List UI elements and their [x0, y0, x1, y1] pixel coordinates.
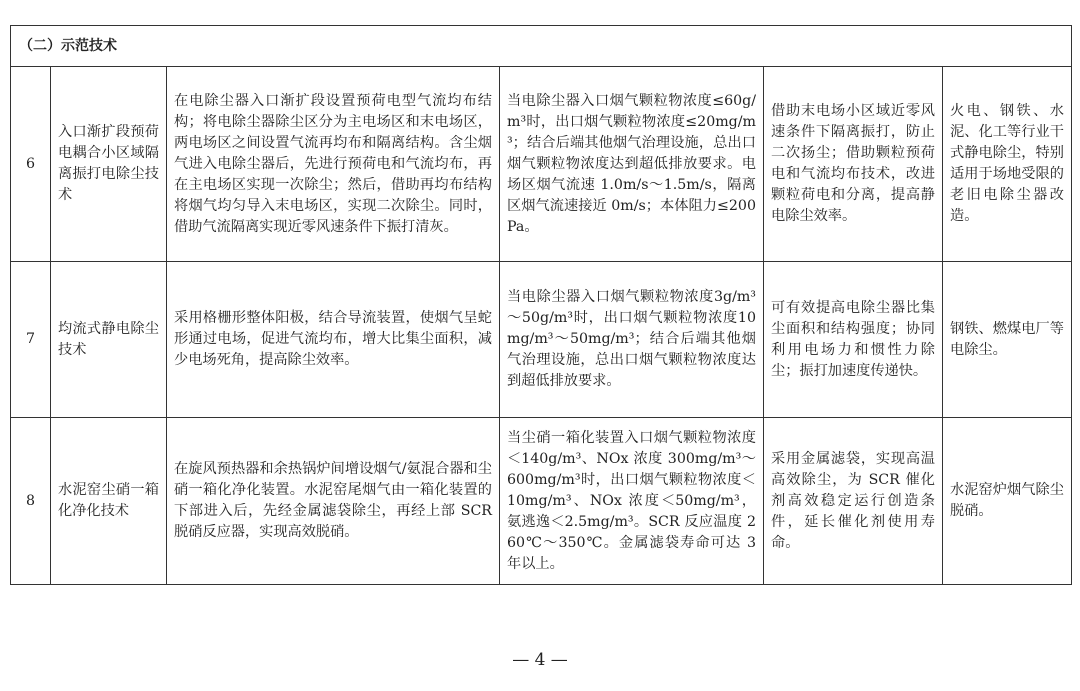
row-number: 6 [11, 67, 51, 262]
technical-indicators: 当尘硝一箱化装置入口烟气颗粒物浓度＜140g/m³、NOx 浓度 300mg/m³～600mg/m³时，出口烟气颗粒物浓度＜10mg/m³、NOx 浓度＜50mg/m³，氨逃逸＜2.5mg/m³。SCR 反应温度 260℃～350℃。金属滤袋寿命可达 3 年以上。 [500, 418, 764, 585]
technical-features: 借助末电场小区域近零风速条件下隔离振打，防止二次扬尘；借助颗粒预荷电和气流均布技术，改进颗粒荷电和分离，提高静电除尘效率。 [764, 67, 943, 262]
technical-features: 可有效提高电除尘器比集尘面积和结构强度；协同利用电场力和惯性力除尘；振打加速度传递快。 [764, 262, 943, 418]
section-header-row [11, 26, 1072, 67]
technology-name: 均流式静电除尘技术 [51, 262, 167, 418]
technology-description: 在电除尘器入口渐扩段设置预荷电型气流均布结构；将电除尘器除尘区分为主电场区和末电场区，两电场区之间设置气流再均布和隔离结构。含尘烟气进入电除尘器后，先进行预荷电和气流均布，再在主电场区实现一次除尘；然后，借助再均布结构将烟气均匀导入末电场区，实现二次除尘。同时，借助气流隔离实现近零风速条件下振打清灰。 [167, 67, 500, 262]
row-number: 7 [11, 262, 51, 418]
technology-name: 水泥窑尘硝一箱化净化技术 [51, 418, 167, 585]
technology-description: 采用格栅形整体阳极，结合导流装置，使烟气呈蛇形通过电场，促进气流均布，增大比集尘面积，减少电场死角，提高除尘效率。 [167, 262, 500, 418]
technical-features: 采用金属滤袋，实现高温高效除尘，为 SCR 催化剂高效稳定运行创造条件，延长催化剂使用寿命。 [764, 418, 943, 585]
technology-name: 入口渐扩段预荷电耦合小区域隔离振打电除尘技术 [51, 67, 167, 262]
application-scope: 钢铁、燃煤电厂等电除尘。 [943, 262, 1072, 418]
row-number: 8 [11, 418, 51, 585]
technology-table [10, 25, 1072, 585]
technical-indicators: 当电除尘器入口烟气颗粒物浓度≤60g/m³时，出口烟气颗粒物浓度≤20mg/m³；结合后端其他烟气治理设施，总出口烟气颗粒物浓度达到超低排放要求。电场区烟气流速 1.0m/s～1.5m/s，隔离区烟气流速接近 0m/s；本体阻力≤200Pa。 [500, 67, 764, 262]
technical-indicators: 当电除尘器入口烟气颗粒物浓度3g/m³～50g/m³时，出口烟气颗粒物浓度10mg/m³～50mg/m³；结合后端其他烟气治理设施，总出口烟气颗粒物浓度达到超低排放要求。 [500, 262, 764, 418]
table-row [11, 67, 1072, 262]
table-row [11, 262, 1072, 418]
page-number: — 4 — [512, 650, 568, 670]
application-scope: 火电、钢铁、水泥、化工等行业干式静电除尘，特别适用于场地受限的老旧电除尘器改造。 [943, 67, 1072, 262]
technology-description: 在旋风预热器和余热锅炉间增设烟气/氨混合器和尘硝一箱化净化装置。水泥窑尾烟气由一箱化装置的下部进入后，先经金属滤袋除尘，再经上部 SCR 脱硝反应器，实现高效脱硝。 [167, 418, 500, 585]
section-title: （二）示范技术 [11, 26, 1072, 67]
application-scope: 水泥窑炉烟气除尘脱硝。 [943, 418, 1072, 585]
table-row [11, 418, 1072, 585]
